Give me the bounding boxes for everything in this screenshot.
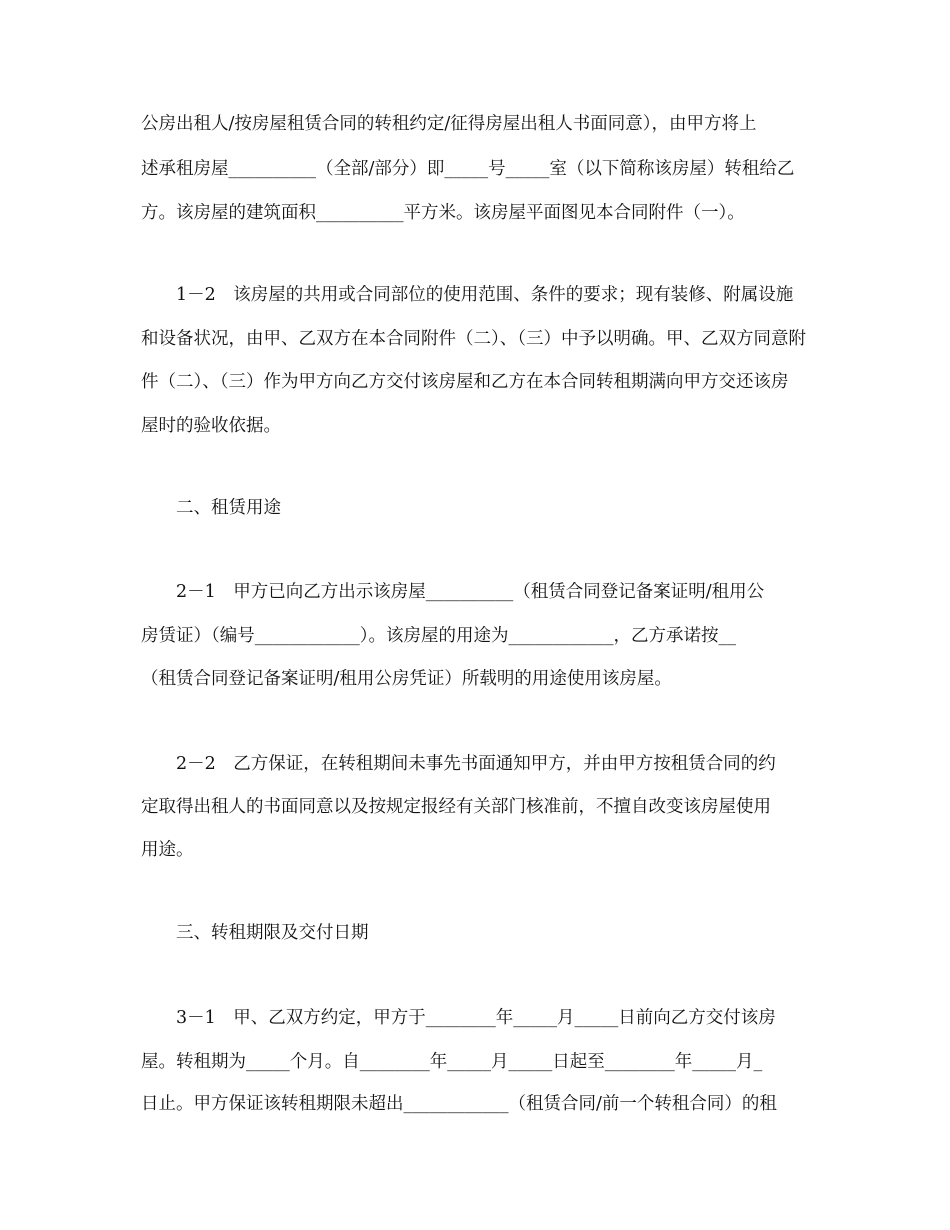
text-line: 方。该房屋的建筑面积__________平方米。该房屋平面图见本合同附件（一）。	[141, 203, 745, 223]
text-line: 2－1 甲方已向乙方出示该房屋__________（租赁合同登记备案证明/租用公	[176, 582, 765, 602]
text-line: 述承租房屋__________（全部/部分）即_____号_____室（以下简称该房屋）转租给乙	[141, 159, 795, 179]
text-line: 件（二）、（三）作为甲方向乙方交付该房屋和乙方在本合同转租期满向甲方交还该房	[141, 372, 789, 392]
text-line: 用途。	[141, 840, 194, 860]
text-line: 屋时的验收依据。	[141, 416, 281, 436]
text-line: 1－2 该房屋的共用或合同部位的使用范围、条件的要求；现有装修、附属设施	[176, 285, 794, 305]
text-line: （租赁合同登记备案证明/租用公房凭证）所载明的用途使用该房屋。	[141, 669, 672, 689]
text-line: 和设备状况，由甲、乙双方在本合同附件（二）、（三）中予以明确。甲、乙双方同意附	[141, 329, 806, 349]
text-line: 公房出租人/按房屋租赁合同的转租约定/征得房屋出租人书面同意），由甲方将上	[141, 114, 757, 134]
text-line: 2－2 乙方保证，在转租期间未事先书面通知甲方，并由甲方按租赁合同的约	[176, 754, 776, 774]
text-line: 日止。甲方保证该转租期限未超出____________（租赁合同/前一个转租合同）的租	[141, 1094, 777, 1114]
section-heading-3: 三、转租期限及交付日期	[176, 923, 369, 943]
text-line: 定取得出租人的书面同意以及按规定报经有关部门核准前，不擅自改变该房屋使用	[141, 797, 771, 817]
text-line: 房赁证）（编号____________）。该房屋的用途为____________，乙方承诺按__	[141, 626, 736, 646]
section-heading-2: 二、租赁用途	[176, 498, 281, 518]
text-line: 屋。转租期为_____个月。自________年_____月_____日起至________年_____月_	[141, 1052, 763, 1072]
text-line: 3－1 甲、乙双方约定，甲方于________年_____月_____日前向乙方交付该房	[176, 1008, 776, 1028]
